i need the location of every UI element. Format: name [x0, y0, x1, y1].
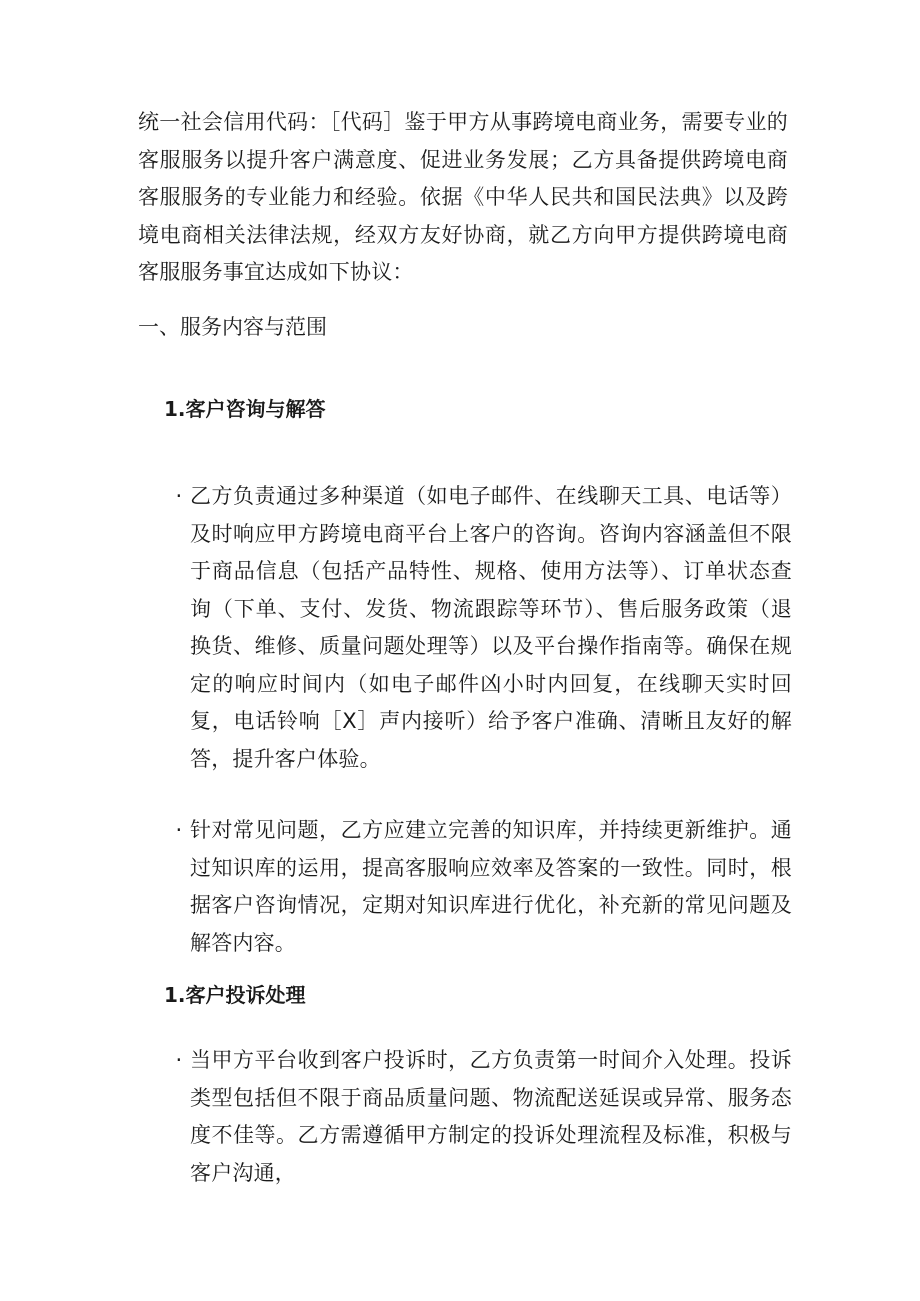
bullet-marker: ·: [175, 1048, 183, 1072]
bullet-item: [172, 812, 792, 962]
bullet-marker: ·: [175, 484, 183, 508]
subsection-title: 客户咨询与解答: [185, 397, 326, 421]
subsection-title: 客户投诉处理: [185, 983, 306, 1007]
bullet-item: [172, 1042, 792, 1192]
section-heading: 一、服务内容与范围: [138, 315, 327, 339]
bullet-item: [172, 478, 792, 778]
subsection-number: 1.: [164, 397, 186, 421]
subsection-number: 1.: [164, 983, 186, 1007]
bullet-text: 当甲方平台收到客户投诉时，乙方负责第一时间介入处理。投诉类型包括但不限于商品质量问题、物流配送延误或异常、服务态度不佳等。乙方需遵循甲方制定的投诉处理流程及标准，积极与客户沟通，: [190, 1048, 792, 1185]
bullet-marker: ·: [175, 818, 183, 842]
bullet-text: 乙方负责通过多种渠道（如电子邮件、在线聊天工具、电话等）及时响应甲方跨境电商平台上客户的咨询。咨询内容涵盖但不限于商品信息（包括产品特性、规格、使用方法等）、订单状态查询（下单、支付、发货、物流跟踪等环节）、售后服务政策（退换货、维修、质量问题处理等）以及平台操作指南等。确保在规定的响应时间内（如电子邮件凶小时内回复，在线聊天实时回复，电话铃响［X］声内接听）给予客户准确、清晰且友好的解答，提升客户体验。: [190, 484, 792, 771]
bullet-text: 针对常见问题，乙方应建立完善的知识库，并持续更新维护。通过知识库的运用，提高客服响应效率及答案的一致性。同时，根据客户咨询情况，定期对知识库进行优化，补充新的常见问题及解答内容。: [190, 818, 792, 955]
subsection-heading: [164, 980, 306, 1010]
subsection-heading: [164, 394, 326, 424]
intro-paragraph: 统一社会信用代码：［代码］鉴于甲方从事跨境电商业务，需要专业的客服服务以提升客户满意度、促进业务发展；乙方具备提供跨境电商客服服务的专业能力和经验。依据《中华人民共和国民法典》以及跨境电商相关法律法规，经双方友好协商，就乙方向甲方提供跨境电商客服服务事宜达成如下协议：: [138, 110, 788, 284]
